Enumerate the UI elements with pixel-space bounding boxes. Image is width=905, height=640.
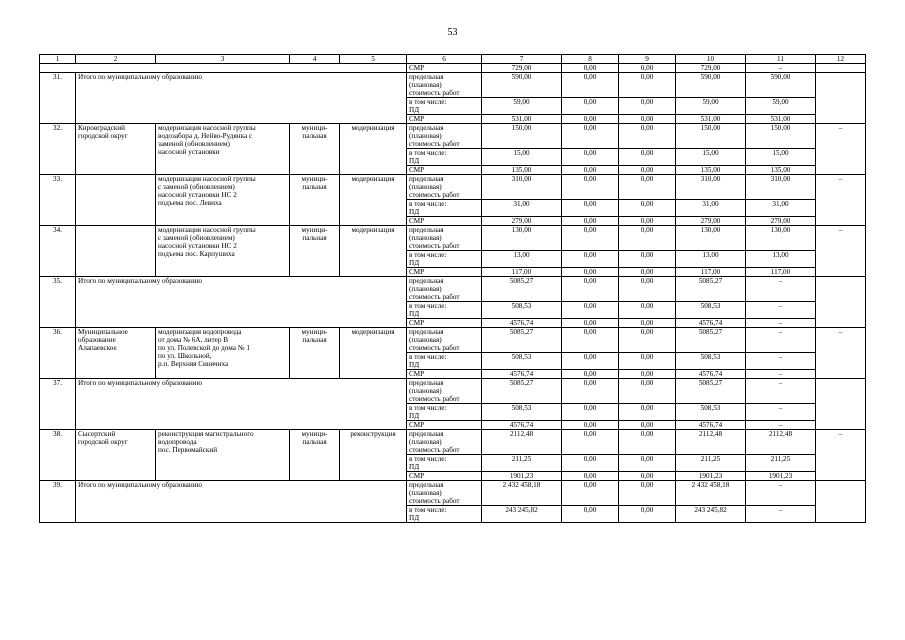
value-cell: 0,00 <box>619 200 676 217</box>
value-cell: 531,00 <box>746 115 816 124</box>
cost-type: СМР <box>407 64 482 73</box>
value-cell: 0,00 <box>619 64 676 73</box>
value-cell: 0,00 <box>562 200 619 217</box>
table-row <box>40 226 866 251</box>
value-cell: 31,00 <box>746 200 816 217</box>
value-cell: – <box>746 302 816 319</box>
value-cell: 211,25 <box>482 455 562 472</box>
table-row <box>40 328 866 353</box>
cost-type: в том числе: ПД <box>407 506 482 523</box>
column-number: 2 <box>76 55 156 64</box>
value-cell: 0,00 <box>619 226 676 251</box>
value-cell: 0,00 <box>619 217 676 226</box>
value-cell: 0,00 <box>562 319 619 328</box>
value-cell: 0,00 <box>562 421 619 430</box>
value-cell: 4576,74 <box>676 319 746 328</box>
value-cell: 150,00 <box>676 124 746 149</box>
value-cell: 15,00 <box>482 149 562 166</box>
table-row <box>40 430 866 455</box>
page-number: 53 <box>447 27 458 38</box>
row-number: 38. <box>40 430 76 481</box>
value-cell: 0,00 <box>562 404 619 421</box>
municipality: Сысертский городской округ <box>76 430 156 481</box>
value-cell: 0,00 <box>562 166 619 175</box>
value-cell: 0,00 <box>562 353 619 370</box>
value-cell: 130,00 <box>482 226 562 251</box>
value-cell: 0,00 <box>619 149 676 166</box>
row-number: 37. <box>40 379 76 430</box>
value-cell: 2112,48 <box>676 430 746 455</box>
column-number: 11 <box>746 55 816 64</box>
value-cell: 590,00 <box>676 73 746 98</box>
work-type: модернизация <box>340 226 407 277</box>
value-cell: 279,00 <box>746 217 816 226</box>
value-cell: 508,53 <box>482 404 562 421</box>
value-cell: 508,53 <box>482 302 562 319</box>
value-cell: 531,00 <box>676 115 746 124</box>
ownership: муници- пальная <box>290 175 340 226</box>
value-cell: 117,00 <box>676 268 746 277</box>
cost-type: СМР <box>407 421 482 430</box>
value-cell: 15,00 <box>746 149 816 166</box>
column-number: 12 <box>816 55 866 64</box>
value-cell: 150,00 <box>482 124 562 149</box>
value-cell: – <box>746 277 816 302</box>
total-label: Итого по муниципальному образованию <box>76 277 407 328</box>
value-cell: 1901,23 <box>676 472 746 481</box>
value-cell: 211,25 <box>676 455 746 472</box>
budget-table <box>39 54 866 523</box>
value-cell: 5085,27 <box>676 379 746 404</box>
value-cell: 0,00 <box>619 319 676 328</box>
value-cell: 13,00 <box>482 251 562 268</box>
value-cell: 0,00 <box>562 124 619 149</box>
value-cell: 0,00 <box>619 430 676 455</box>
value-cell: 2 432 458,18 <box>676 481 746 506</box>
ownership: муници- пальная <box>290 124 340 175</box>
work-type: модернизация <box>340 124 407 175</box>
value-cell: 729,00 <box>482 64 562 73</box>
work-type: модернизация <box>340 328 407 379</box>
value-cell: 0,00 <box>562 217 619 226</box>
column-number: 8 <box>562 55 619 64</box>
cost-type: в том числе: ПД <box>407 149 482 166</box>
cost-type: предельная (плановая) стоимость работ <box>407 481 482 506</box>
value-cell: 0,00 <box>562 379 619 404</box>
ownership: муници- пальная <box>290 328 340 379</box>
value-cell: 310,00 <box>746 175 816 200</box>
column-number: 9 <box>619 55 676 64</box>
value-cell: 59,00 <box>676 98 746 115</box>
value-cell: 0,00 <box>562 64 619 73</box>
value-cell: 13,00 <box>676 251 746 268</box>
column-number: 5 <box>340 55 407 64</box>
value-cell: – <box>746 481 816 506</box>
value-cell: 0,00 <box>619 328 676 353</box>
value-cell: 0,00 <box>619 166 676 175</box>
value-cell: 279,00 <box>482 217 562 226</box>
municipality <box>76 175 156 226</box>
value-cell: 0,00 <box>562 430 619 455</box>
value-cell: 0,00 <box>619 251 676 268</box>
total-label: Итого по муниципальному образованию <box>76 481 407 523</box>
cell-empty <box>816 379 866 430</box>
value-cell: 508,53 <box>482 353 562 370</box>
value-cell: – <box>746 404 816 421</box>
value-cell: 135,00 <box>676 166 746 175</box>
cost-type: СМР <box>407 166 482 175</box>
cost-type: предельная (плановая) стоимость работ <box>407 124 482 149</box>
cell-empty <box>816 481 866 523</box>
cost-type: в том числе: ПД <box>407 302 482 319</box>
value-cell: 0,00 <box>562 73 619 98</box>
value-cell: 211,25 <box>746 455 816 472</box>
value-cell: 508,53 <box>676 302 746 319</box>
table-row <box>40 379 866 404</box>
cost-type: предельная (плановая) стоимость работ <box>407 379 482 404</box>
cost-type: предельная (плановая) стоимость работ <box>407 277 482 302</box>
value-cell: 2112,48 <box>482 430 562 455</box>
value-cell: 0,00 <box>619 175 676 200</box>
value-cell: 0,00 <box>562 370 619 379</box>
value-cell: 31,00 <box>482 200 562 217</box>
cell-empty <box>816 64 866 73</box>
table-row <box>40 175 866 200</box>
cell-empty <box>816 277 866 328</box>
value-cell: 130,00 <box>676 226 746 251</box>
value-cell: 0,00 <box>619 481 676 506</box>
value-cell: 0,00 <box>562 149 619 166</box>
value-cell: 1901,23 <box>746 472 816 481</box>
value-cell: 0,00 <box>619 472 676 481</box>
value-cell: 279,00 <box>676 217 746 226</box>
value-cell: 5085,27 <box>676 277 746 302</box>
total-label: Итого по муниципальному образованию <box>76 379 407 430</box>
work-description: модернизация насосной группы водозабора д. Нейво-Рудянка с заменой (обновлением) насосной установки <box>156 124 290 175</box>
table-row <box>40 481 866 506</box>
value-cell: 0,00 <box>619 455 676 472</box>
row-number: 39. <box>40 481 76 523</box>
value-cell: 0,00 <box>562 175 619 200</box>
cost-type: в том числе: ПД <box>407 455 482 472</box>
value-cell: 5085,27 <box>676 328 746 353</box>
work-type: модернизация <box>340 175 407 226</box>
value-cell: 2 432 458,18 <box>482 481 562 506</box>
value-cell: 130,00 <box>746 226 816 251</box>
column-number: 10 <box>676 55 746 64</box>
value-cell: 2112,48 <box>746 430 816 455</box>
value-cell: 4576,74 <box>676 370 746 379</box>
row-number: 33. <box>40 175 76 226</box>
value-cell: 135,00 <box>482 166 562 175</box>
cost-type: СМР <box>407 472 482 481</box>
value-cell: – <box>746 64 816 73</box>
municipality <box>76 226 156 277</box>
cost-type: в том числе: ПД <box>407 98 482 115</box>
value-cell: 0,00 <box>619 506 676 523</box>
value-cell: 0,00 <box>562 328 619 353</box>
value-cell: 531,00 <box>482 115 562 124</box>
value-cell: 0,00 <box>562 472 619 481</box>
value-cell: 310,00 <box>676 175 746 200</box>
table-row <box>40 277 866 302</box>
cost-type: СМР <box>407 370 482 379</box>
value-cell: 729,00 <box>676 64 746 73</box>
row-number: 34. <box>40 226 76 277</box>
value-cell: 0,00 <box>619 277 676 302</box>
row-number: 31. <box>40 73 76 124</box>
cost-type: в том числе: ПД <box>407 251 482 268</box>
value-cell: 243 245,82 <box>676 506 746 523</box>
value-cell: 0,00 <box>562 115 619 124</box>
value-cell: – <box>746 319 816 328</box>
cost-type: в том числе: ПД <box>407 353 482 370</box>
value-cell: 135,00 <box>746 166 816 175</box>
table-row <box>40 124 866 149</box>
cost-type: СМР <box>407 268 482 277</box>
work-description: модернизация насосной группы с заменой (обновлением) насосной установки НС 2 подъема пос. Левиха <box>156 175 290 226</box>
value-cell: 4576,74 <box>482 370 562 379</box>
value-cell: 0,00 <box>562 302 619 319</box>
municipality: Муниципальное образование Алапаевское <box>76 328 156 379</box>
row-number: 35. <box>40 277 76 328</box>
cost-type: СМР <box>407 115 482 124</box>
value-cell: 0,00 <box>619 302 676 319</box>
value-cell: 590,00 <box>746 73 816 98</box>
value-cell: 0,00 <box>619 98 676 115</box>
column-number: 4 <box>290 55 340 64</box>
value-cell: 0,00 <box>619 73 676 98</box>
value-cell: 59,00 <box>746 98 816 115</box>
column-12-value: – <box>816 226 866 277</box>
column-number: 3 <box>156 55 290 64</box>
value-cell: 1901,23 <box>482 472 562 481</box>
value-cell: 0,00 <box>562 455 619 472</box>
value-cell: – <box>746 328 816 353</box>
ownership: муници- пальная <box>290 226 340 277</box>
cost-type: предельная (плановая) стоимость работ <box>407 226 482 251</box>
column-number: 6 <box>407 55 482 64</box>
column-12-value: – <box>816 124 866 175</box>
table-row <box>40 73 866 98</box>
value-cell: 0,00 <box>562 98 619 115</box>
value-cell: 5085,27 <box>482 379 562 404</box>
value-cell: 150,00 <box>746 124 816 149</box>
total-label: Итого по муниципальному образованию <box>76 73 407 124</box>
value-cell: – <box>746 379 816 404</box>
value-cell: 508,53 <box>676 404 746 421</box>
value-cell: 4576,74 <box>482 319 562 328</box>
row-number: 36. <box>40 328 76 379</box>
value-cell: 13,00 <box>746 251 816 268</box>
value-cell: 5085,27 <box>482 328 562 353</box>
value-cell: 117,00 <box>746 268 816 277</box>
value-cell: 4576,74 <box>482 421 562 430</box>
municipality: Кировградский городской округ <box>76 124 156 175</box>
column-12-value: – <box>816 430 866 481</box>
value-cell: 117,00 <box>482 268 562 277</box>
value-cell: 508,53 <box>676 353 746 370</box>
cell-empty <box>816 73 866 124</box>
cost-type: в том числе: ПД <box>407 200 482 217</box>
cost-type: предельная (плановая) стоимость работ <box>407 73 482 98</box>
work-description: модернизация насосной группы с заменой (обновлением) насосной установки НС 2 подъема пос. Карпушиха <box>156 226 290 277</box>
value-cell: – <box>746 353 816 370</box>
column-12-value: – <box>816 175 866 226</box>
value-cell: 0,00 <box>619 115 676 124</box>
cost-type: СМР <box>407 217 482 226</box>
value-cell: 0,00 <box>562 277 619 302</box>
ownership: муници- пальная <box>290 430 340 481</box>
cost-type: СМР <box>407 319 482 328</box>
value-cell: 0,00 <box>562 251 619 268</box>
value-cell: 4576,74 <box>676 421 746 430</box>
value-cell: 243 245,82 <box>482 506 562 523</box>
work-type: реконструкция <box>340 430 407 481</box>
row-number: 32. <box>40 124 76 175</box>
value-cell: 0,00 <box>619 404 676 421</box>
value-cell: 0,00 <box>562 268 619 277</box>
value-cell: 0,00 <box>562 226 619 251</box>
column-12-value: – <box>816 328 866 379</box>
cost-type: предельная (плановая) стоимость работ <box>407 430 482 455</box>
value-cell: 5085,27 <box>482 277 562 302</box>
work-description: модернизация водопровода от дома № 6А, литер В по ул. Полевской до дома № 1 по ул. Школьной, р.п. Верхняя Синячиха <box>156 328 290 379</box>
cost-type: в том числе: ПД <box>407 404 482 421</box>
table-row <box>40 64 866 73</box>
value-cell: 0,00 <box>619 124 676 149</box>
value-cell: 0,00 <box>619 268 676 277</box>
value-cell: 0,00 <box>619 379 676 404</box>
cost-type: предельная (плановая) стоимость работ <box>407 175 482 200</box>
value-cell: 310,00 <box>482 175 562 200</box>
value-cell: 0,00 <box>619 370 676 379</box>
value-cell: 59,00 <box>482 98 562 115</box>
value-cell: 0,00 <box>619 421 676 430</box>
value-cell: 0,00 <box>619 353 676 370</box>
column-number: 1 <box>40 55 76 64</box>
value-cell: 590,00 <box>482 73 562 98</box>
value-cell: – <box>746 506 816 523</box>
value-cell: 0,00 <box>562 481 619 506</box>
value-cell: – <box>746 370 816 379</box>
value-cell: 0,00 <box>562 506 619 523</box>
value-cell: 15,00 <box>676 149 746 166</box>
cost-type: предельная (плановая) стоимость работ <box>407 328 482 353</box>
column-number: 7 <box>482 55 562 64</box>
value-cell: – <box>746 421 816 430</box>
column-number-row <box>40 55 866 64</box>
value-cell: 31,00 <box>676 200 746 217</box>
cell-empty <box>40 64 407 73</box>
work-description: реконструкция магистрального водопровода пос. Первомайский <box>156 430 290 481</box>
